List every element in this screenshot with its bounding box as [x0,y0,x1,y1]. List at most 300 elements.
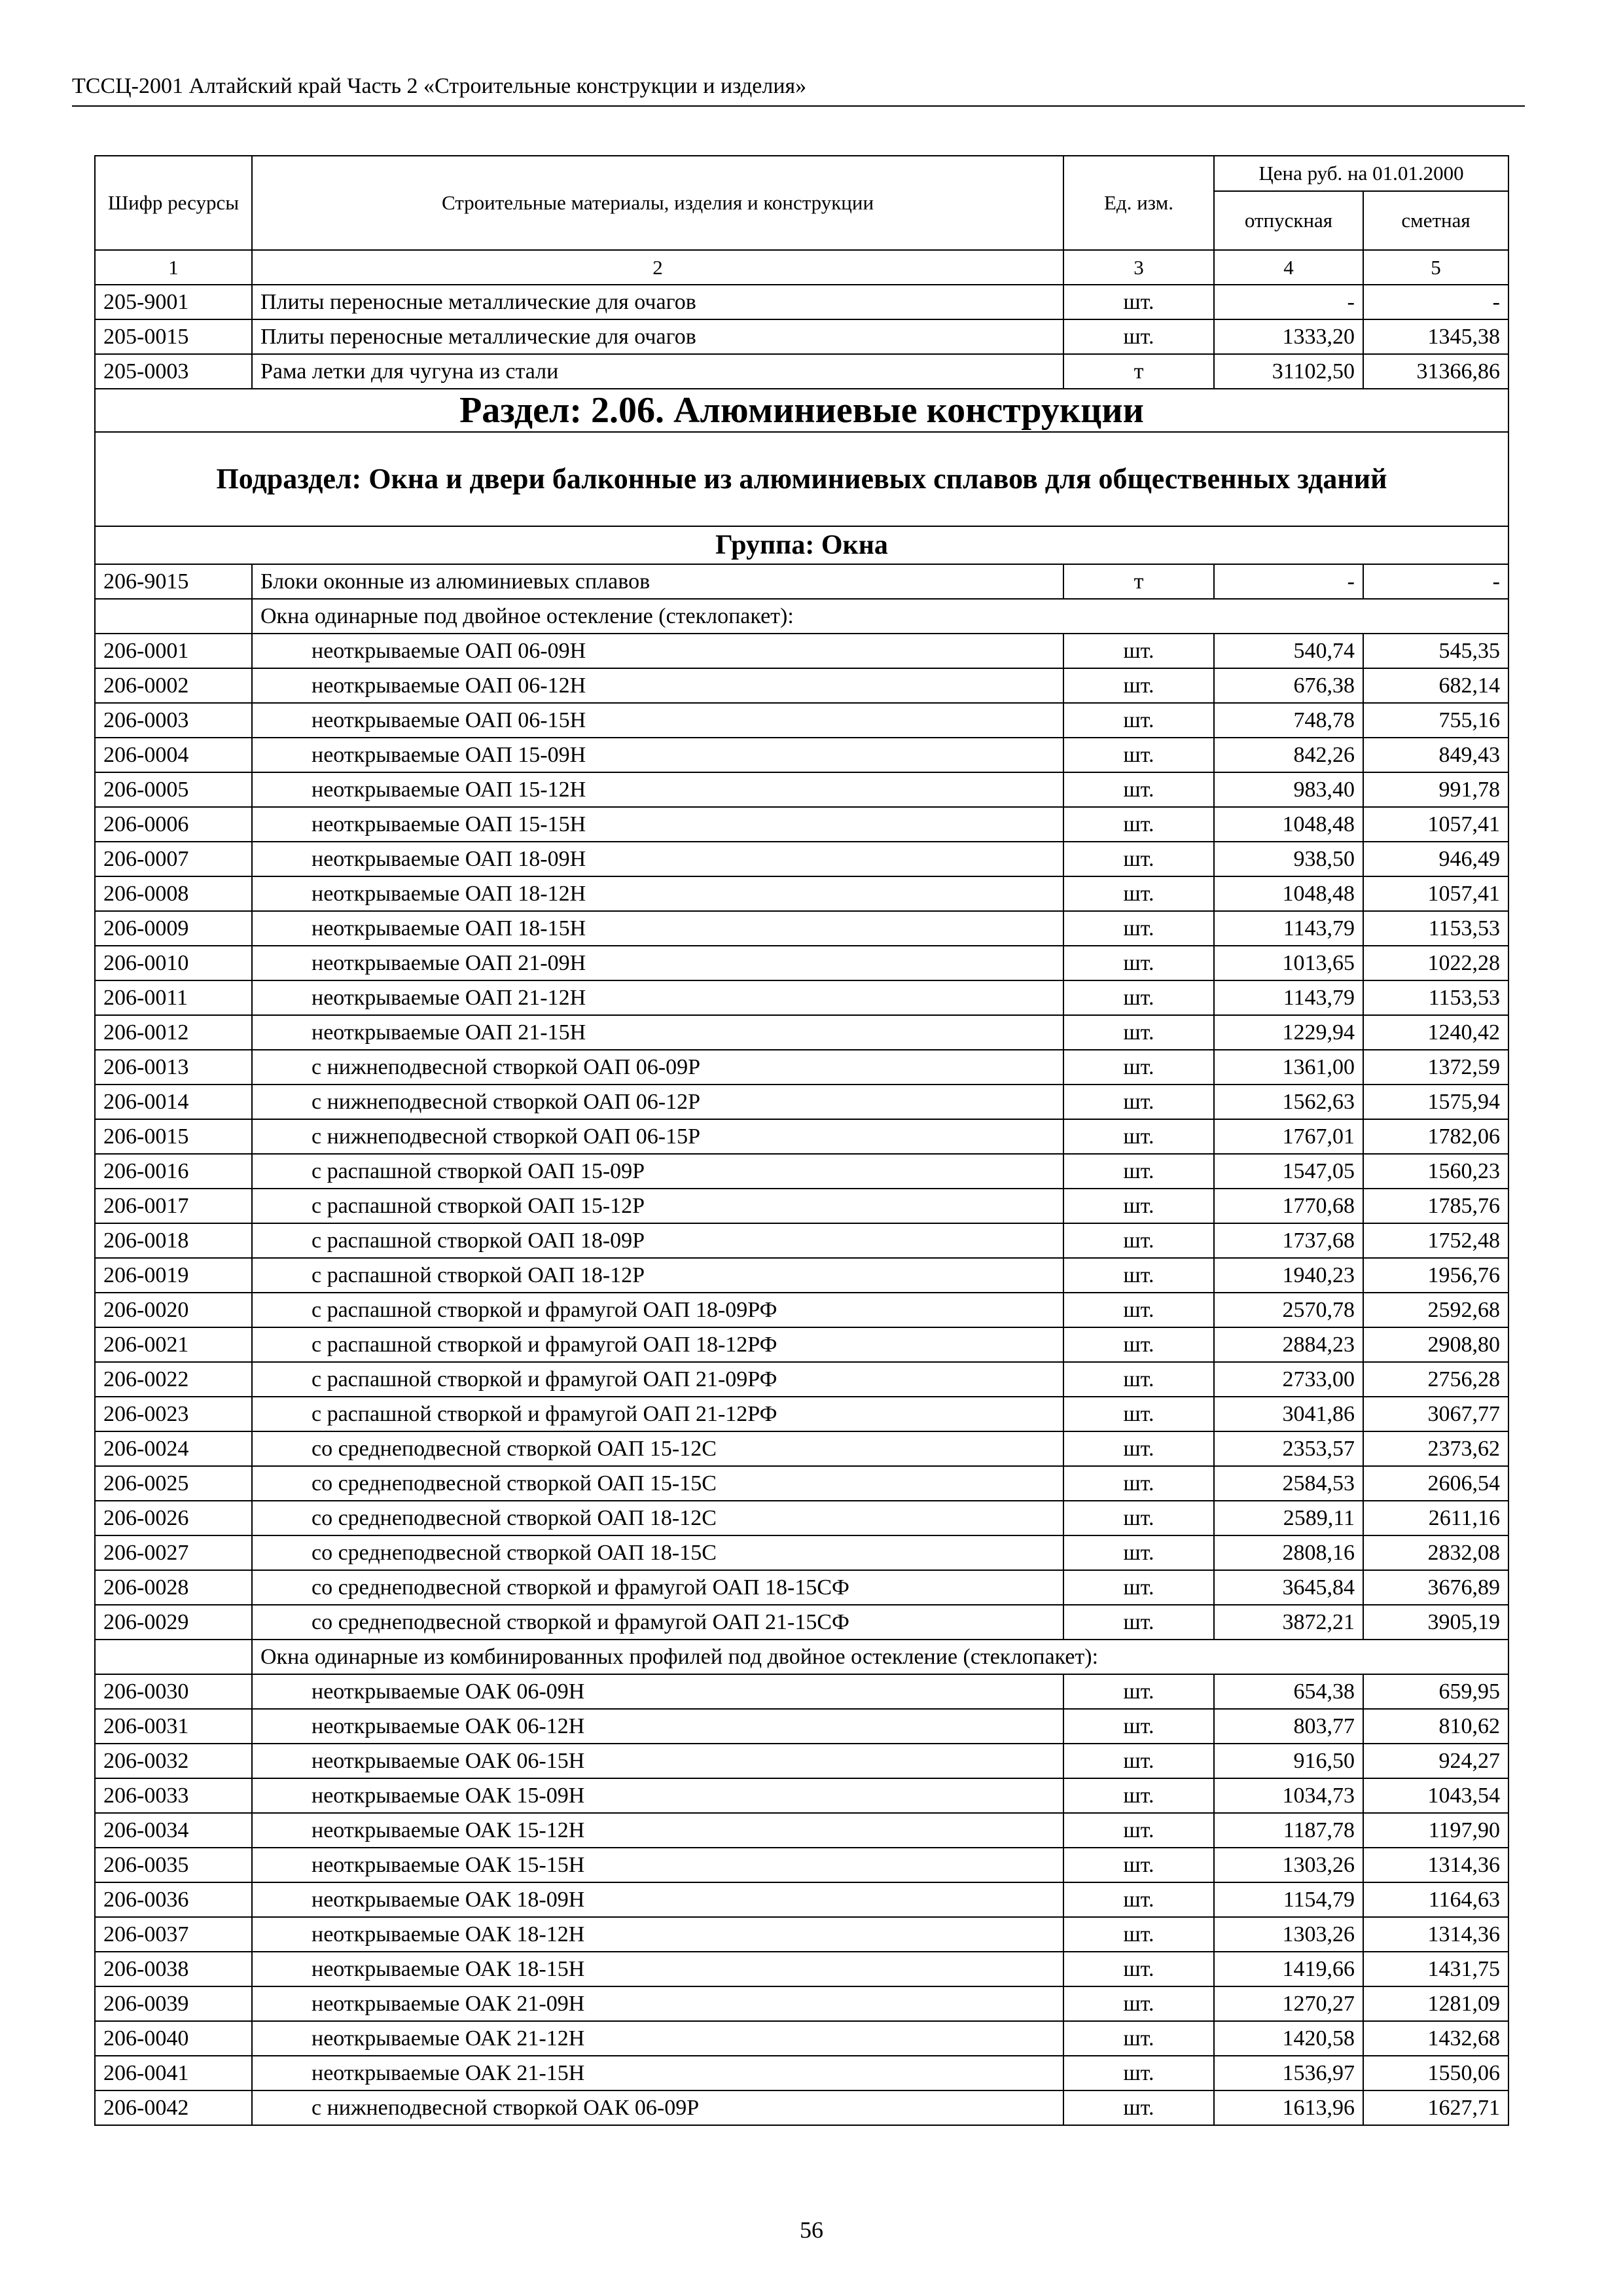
estimate-price: 1550,06 [1363,2056,1508,2090]
resource-unit: шт. [1063,634,1214,668]
resource-code: 206-0005 [95,772,252,807]
estimate-price: 1627,71 [1363,2090,1508,2125]
subheading-row [95,1640,1508,1674]
resource-unit: шт. [1063,807,1214,842]
estimate-price: 1153,53 [1363,980,1508,1015]
resource-unit: шт. [1063,1501,1214,1535]
resource-code: 205-9001 [95,285,252,319]
table-row [95,1952,1508,1986]
table-row [95,1293,1508,1327]
table-row [95,2090,1508,2125]
resource-name: неоткрываемые ОАК 18-12Н [252,1917,1063,1952]
release-price: 1613,96 [1214,2090,1363,2125]
resource-name: неоткрываемые ОАП 15-09Н [252,738,1063,772]
estimate-price: 682,14 [1363,668,1508,703]
release-price: - [1214,564,1363,599]
resource-code: 206-0040 [95,2021,252,2056]
resource-code: 206-0020 [95,1293,252,1327]
resource-code: 206-0010 [95,946,252,980]
estimate-price: 1432,68 [1363,2021,1508,2056]
resource-unit: шт. [1063,1709,1214,1744]
resource-code: 206-9015 [95,564,252,599]
table-row [95,2056,1508,2090]
release-price: 676,38 [1214,668,1363,703]
resource-unit: шт. [1063,1362,1214,1397]
resource-code: 206-0011 [95,980,252,1015]
table-row [95,1986,1508,2021]
section-row [95,389,1508,432]
table-row [95,1397,1508,1431]
resource-code: 206-0018 [95,1223,252,1258]
release-price: 1229,94 [1214,1015,1363,1050]
table-row [95,807,1508,842]
column-number: 1 [95,250,252,285]
release-price: 1420,58 [1214,2021,1363,2056]
rows-top [95,285,1508,389]
table-row [95,1431,1508,1466]
table-row [95,1050,1508,1085]
resource-code: 206-0019 [95,1258,252,1293]
resource-name: Плиты переносные металлические для очагов [252,319,1063,354]
estimate-price: 1560,23 [1363,1154,1508,1189]
resource-unit: шт. [1063,1605,1214,1640]
resource-code: 206-0009 [95,911,252,946]
release-price: 1303,26 [1214,1848,1363,1882]
rows-oak [95,1674,1508,2125]
resource-name: неоткрываемые ОАП 18-15Н [252,911,1063,946]
resource-code: 206-0036 [95,1882,252,1917]
resource-unit: шт. [1063,1952,1214,1986]
release-price: 916,50 [1214,1744,1363,1778]
resource-code: 206-0024 [95,1431,252,1466]
estimate-price: 659,95 [1363,1674,1508,1709]
release-price: 2584,53 [1214,1466,1363,1501]
estimate-price: 1164,63 [1363,1882,1508,1917]
resource-unit: шт. [1063,1085,1214,1119]
section-title: Раздел: 2.06. Алюминиевые конструкции [95,389,1508,432]
release-price: 1547,05 [1214,1154,1363,1189]
release-price: 1767,01 [1214,1119,1363,1154]
resource-name: неоткрываемые ОАК 06-15Н [252,1744,1063,1778]
estimate-price: 1240,42 [1363,1015,1508,1050]
resource-unit: шт. [1063,285,1214,319]
subsection-row [95,432,1508,526]
resource-name: со среднеподвесной створкой и фрамугой ОАП 18-15СФ [252,1570,1063,1605]
estimate-price: 1314,36 [1363,1848,1508,1882]
resource-unit: шт. [1063,1917,1214,1952]
estimate-price: 1785,76 [1363,1189,1508,1223]
resource-code: 206-0035 [95,1848,252,1882]
table-row [95,668,1508,703]
column-number: 2 [252,250,1063,285]
table-row [95,842,1508,876]
table-row [95,1223,1508,1258]
table-row [95,1327,1508,1362]
table-row [95,703,1508,738]
table-row [95,1848,1508,1882]
estimate-price: 1782,06 [1363,1119,1508,1154]
estimate-price: 1057,41 [1363,876,1508,911]
resource-unit: шт. [1063,1258,1214,1293]
empty-code-cell [95,599,252,634]
subheading-block [95,1640,1508,1674]
resource-code: 206-0038 [95,1952,252,1986]
table-row [95,354,1508,389]
estimate-price: 1057,41 [1363,807,1508,842]
resource-code: 205-0015 [95,319,252,354]
resource-unit: шт. [1063,1223,1214,1258]
release-price: 983,40 [1214,772,1363,807]
group-title: Группа: Окна [95,526,1508,564]
resource-unit: шт. [1063,946,1214,980]
table-row [95,634,1508,668]
resource-name: неоткрываемые ОАК 15-09Н [252,1778,1063,1813]
resource-unit: шт. [1063,1778,1214,1813]
resource-name: с распашной створкой и фрамугой ОАП 18-09РФ [252,1293,1063,1327]
resource-name: неоткрываемые ОАК 06-12Н [252,1709,1063,1744]
resource-name: неоткрываемые ОАК 18-09Н [252,1882,1063,1917]
estimate-price: 3676,89 [1363,1570,1508,1605]
table-row [95,1015,1508,1050]
release-price: 1333,20 [1214,319,1363,354]
estimate-price: 3905,19 [1363,1605,1508,1640]
column-number: 3 [1063,250,1214,285]
table-row [95,564,1508,599]
resource-code: 206-0003 [95,703,252,738]
resource-name: Плиты переносные металлические для очагов [252,285,1063,319]
estimate-price: 3067,77 [1363,1397,1508,1431]
resource-name: неоткрываемые ОАП 21-15Н [252,1015,1063,1050]
resource-code: 206-0032 [95,1744,252,1778]
resource-name: с распашной створкой ОАП 18-09Р [252,1223,1063,1258]
estimate-price: 31366,86 [1363,354,1508,389]
table-header [95,156,1508,285]
resource-unit: т [1063,564,1214,599]
release-price: 2570,78 [1214,1293,1363,1327]
subheading-text: Окна одинарные под двойное остекление (стеклопакет): [252,599,1508,634]
estimate-price: 849,43 [1363,738,1508,772]
resource-code: 206-0031 [95,1709,252,1744]
table-row [95,1535,1508,1570]
resource-code: 206-0023 [95,1397,252,1431]
resource-name: с распашной створкой и фрамугой ОАП 18-12РФ [252,1327,1063,1362]
resource-unit: шт. [1063,1431,1214,1466]
release-price: 1143,79 [1214,980,1363,1015]
table-row [95,1778,1508,1813]
release-price: 540,74 [1214,634,1363,668]
col-estimate-header: сметная [1363,191,1508,250]
release-price: 1187,78 [1214,1813,1363,1848]
resource-name: со среднеподвесной створкой ОАП 18-12С [252,1501,1063,1535]
resource-unit: шт. [1063,1397,1214,1431]
table-row [95,1709,1508,1744]
subheading-row [95,599,1508,634]
table-row [95,1154,1508,1189]
estimate-price: 2756,28 [1363,1362,1508,1397]
group-row [95,526,1508,564]
estimate-price: 1153,53 [1363,911,1508,946]
resource-name: Рама летки для чугуна из стали [252,354,1063,389]
resource-name: Блоки оконные из алюминиевых сплавов [252,564,1063,599]
release-price: 2884,23 [1214,1327,1363,1362]
estimate-price: 2373,62 [1363,1431,1508,1466]
release-price: 1270,27 [1214,1986,1363,2021]
table-row [95,772,1508,807]
resource-name: с распашной створкой ОАП 15-12Р [252,1189,1063,1223]
resource-code: 206-0037 [95,1917,252,1952]
resource-name: с нижнеподвесной створкой ОАП 06-12Р [252,1085,1063,1119]
estimate-price: 545,35 [1363,634,1508,668]
estimate-price: 1752,48 [1363,1223,1508,1258]
resource-name: со среднеподвесной створкой ОАП 15-15С [252,1466,1063,1501]
resource-unit: шт. [1063,1744,1214,1778]
resource-code: 206-0014 [95,1085,252,1119]
resource-name: с распашной створкой ОАП 15-09Р [252,1154,1063,1189]
table-row [95,1674,1508,1709]
resource-unit: шт. [1063,1015,1214,1050]
column-number-row [95,250,1508,285]
resource-unit: шт. [1063,911,1214,946]
resource-name: неоткрываемые ОАК 15-12Н [252,1813,1063,1848]
resource-name: со среднеподвесной створкой и фрамугой ОАП 21-15СФ [252,1605,1063,1640]
col-name-header: Строительные материалы, изделия и конструкции [252,156,1063,250]
estimate-price: 946,49 [1363,842,1508,876]
resource-name: с распашной створкой ОАП 18-12Р [252,1258,1063,1293]
resource-unit: шт. [1063,1813,1214,1848]
table-row [95,1119,1508,1154]
subsection-title: Подраздел: Окна и двери балконные из алюминиевых сплавов для общественных зданий [95,432,1508,526]
resource-unit: т [1063,354,1214,389]
col-unit-header: Ед. изм. [1063,156,1214,250]
release-price: 1770,68 [1214,1189,1363,1223]
resource-unit: шт. [1063,1293,1214,1327]
release-price: 654,38 [1214,1674,1363,1709]
estimate-price: 810,62 [1363,1709,1508,1744]
resource-unit: шт. [1063,1050,1214,1085]
estimate-price: 2832,08 [1363,1535,1508,1570]
table-row [95,876,1508,911]
resource-name: неоткрываемые ОАП 06-09Н [252,634,1063,668]
table-row [95,1917,1508,1952]
table-row [95,319,1508,354]
resource-code: 206-0017 [95,1189,252,1223]
resource-name: с нижнеподвесной створкой ОАК 06-09Р [252,2090,1063,2125]
column-number: 5 [1363,250,1508,285]
resource-unit: шт. [1063,1848,1214,1882]
running-header: ТССЦ-2001 Алтайский край Часть 2 «Строительные конструкции и изделия» [72,74,807,98]
resource-unit: шт. [1063,2056,1214,2090]
release-price: 2733,00 [1214,1362,1363,1397]
release-price: 1013,65 [1214,946,1363,980]
release-price: 1034,73 [1214,1778,1363,1813]
resource-name: с распашной створкой и фрамугой ОАП 21-09РФ [252,1362,1063,1397]
resource-code: 205-0003 [95,354,252,389]
release-price: 3872,21 [1214,1605,1363,1640]
estimate-price: - [1363,564,1508,599]
release-price: 748,78 [1214,703,1363,738]
resource-name: неоткрываемые ОАП 06-12Н [252,668,1063,703]
resource-code: 206-0030 [95,1674,252,1709]
estimate-price: 991,78 [1363,772,1508,807]
table-row [95,1362,1508,1397]
subheading-text: Окна одинарные из комбинированных профилей под двойное остекление (стеклопакет): [252,1640,1508,1674]
section-block [95,389,1508,634]
table-row [95,2021,1508,2056]
release-price: 1419,66 [1214,1952,1363,1986]
estimate-price: 1281,09 [1363,1986,1508,2021]
release-price: 1048,48 [1214,876,1363,911]
resource-name: неоткрываемые ОАП 21-12Н [252,980,1063,1015]
resource-unit: шт. [1063,1570,1214,1605]
resource-unit: шт. [1063,668,1214,703]
release-price: 1536,97 [1214,2056,1363,2090]
estimate-price: 2592,68 [1363,1293,1508,1327]
resource-code: 206-0012 [95,1015,252,1050]
page-number: 56 [800,2217,823,2243]
resource-unit: шт. [1063,319,1214,354]
table-row [95,1258,1508,1293]
resource-unit: шт. [1063,703,1214,738]
release-price: 2353,57 [1214,1431,1363,1466]
resource-name: неоткрываемые ОАП 15-12Н [252,772,1063,807]
estimate-price: - [1363,285,1508,319]
resource-name: неоткрываемые ОАП 18-12Н [252,876,1063,911]
resource-code: 206-0002 [95,668,252,703]
resource-unit: шт. [1063,1189,1214,1223]
resource-name: неоткрываемые ОАП 15-15Н [252,807,1063,842]
rows-oap [95,634,1508,1640]
resource-code: 206-0028 [95,1570,252,1605]
resource-code: 206-0026 [95,1501,252,1535]
estimate-price: 1345,38 [1363,319,1508,354]
estimate-price: 1022,28 [1363,946,1508,980]
estimate-price: 2611,16 [1363,1501,1508,1535]
resource-unit: шт. [1063,772,1214,807]
col-release-header: отпускная [1214,191,1363,250]
resource-unit: шт. [1063,1535,1214,1570]
resource-code: 206-0004 [95,738,252,772]
release-price: 1940,23 [1214,1258,1363,1293]
table-row [95,911,1508,946]
release-price: 938,50 [1214,842,1363,876]
release-price: 1562,63 [1214,1085,1363,1119]
resource-name: неоткрываемые ОАК 15-15Н [252,1848,1063,1882]
resource-unit: шт. [1063,2021,1214,2056]
resource-code: 206-0015 [95,1119,252,1154]
resource-code: 206-0001 [95,634,252,668]
estimate-price: 1431,75 [1363,1952,1508,1986]
estimate-price: 1575,94 [1363,1085,1508,1119]
resource-code: 206-0027 [95,1535,252,1570]
release-price: 1154,79 [1214,1882,1363,1917]
release-price: 1048,48 [1214,807,1363,842]
resource-code: 206-0039 [95,1986,252,2021]
table-row [95,1813,1508,1848]
col-price-header: Цена руб. на 01.01.2000 [1214,156,1508,191]
resource-code: 206-0041 [95,2056,252,2090]
resource-unit: шт. [1063,2090,1214,2125]
table-row [95,1882,1508,1917]
table-row [95,1605,1508,1640]
estimate-price: 924,27 [1363,1744,1508,1778]
resource-name: с нижнеподвесной створкой ОАП 06-09Р [252,1050,1063,1085]
estimate-price: 1314,36 [1363,1917,1508,1952]
resource-name: неоткрываемые ОАП 18-09Н [252,842,1063,876]
resource-code: 206-0025 [95,1466,252,1501]
price-table [94,155,1509,2126]
estimate-price: 755,16 [1363,703,1508,738]
release-price: 3041,86 [1214,1397,1363,1431]
resource-unit: шт. [1063,842,1214,876]
resource-code: 206-0016 [95,1154,252,1189]
table-row [95,1085,1508,1119]
resource-code: 206-0034 [95,1813,252,1848]
resource-code: 206-0042 [95,2090,252,2125]
estimate-price: 1197,90 [1363,1813,1508,1848]
resource-unit: шт. [1063,1986,1214,2021]
resource-name: неоткрываемые ОАП 21-09Н [252,946,1063,980]
table-row [95,1189,1508,1223]
resource-name: неоткрываемые ОАК 21-09Н [252,1986,1063,2021]
resource-name: неоткрываемые ОАК 18-15Н [252,1952,1063,1986]
release-price: 1143,79 [1214,911,1363,946]
table-row [95,285,1508,319]
release-price: 2808,16 [1214,1535,1363,1570]
resource-code: 206-0007 [95,842,252,876]
resource-unit: шт. [1063,1154,1214,1189]
resource-unit: шт. [1063,1466,1214,1501]
estimate-price: 1043,54 [1363,1778,1508,1813]
release-price: 1737,68 [1214,1223,1363,1258]
resource-name: с распашной створкой и фрамугой ОАП 21-12РФ [252,1397,1063,1431]
header-rule [72,105,1525,107]
resource-name: неоткрываемые ОАК 21-12Н [252,2021,1063,2056]
resource-unit: шт. [1063,1882,1214,1917]
col-code-header: Шифр ресурсы [95,156,252,250]
estimate-price: 2606,54 [1363,1466,1508,1501]
release-price: 803,77 [1214,1709,1363,1744]
release-price: 2589,11 [1214,1501,1363,1535]
resource-unit: шт. [1063,738,1214,772]
estimate-price: 1956,76 [1363,1258,1508,1293]
table-row [95,1501,1508,1535]
resource-name: неоткрываемые ОАП 06-15Н [252,703,1063,738]
release-price: 3645,84 [1214,1570,1363,1605]
table-row [95,1570,1508,1605]
release-price: 842,26 [1214,738,1363,772]
resource-unit: шт. [1063,876,1214,911]
resource-unit: шт. [1063,980,1214,1015]
estimate-price: 1372,59 [1363,1050,1508,1085]
release-price: - [1214,285,1363,319]
resource-name: со среднеподвесной створкой ОАП 18-15С [252,1535,1063,1570]
release-price: 1303,26 [1214,1917,1363,1952]
table-row [95,1744,1508,1778]
resource-code: 206-0013 [95,1050,252,1085]
resource-code: 206-0033 [95,1778,252,1813]
resource-name: с нижнеподвесной створкой ОАП 06-15Р [252,1119,1063,1154]
resource-code: 206-0006 [95,807,252,842]
table-row [95,738,1508,772]
release-price: 31102,50 [1214,354,1363,389]
resource-code: 206-0029 [95,1605,252,1640]
resource-unit: шт. [1063,1674,1214,1709]
resource-unit: шт. [1063,1119,1214,1154]
table-row [95,946,1508,980]
resource-code: 206-0022 [95,1362,252,1397]
release-price: 1361,00 [1214,1050,1363,1085]
resource-name: неоткрываемые ОАК 06-09Н [252,1674,1063,1709]
